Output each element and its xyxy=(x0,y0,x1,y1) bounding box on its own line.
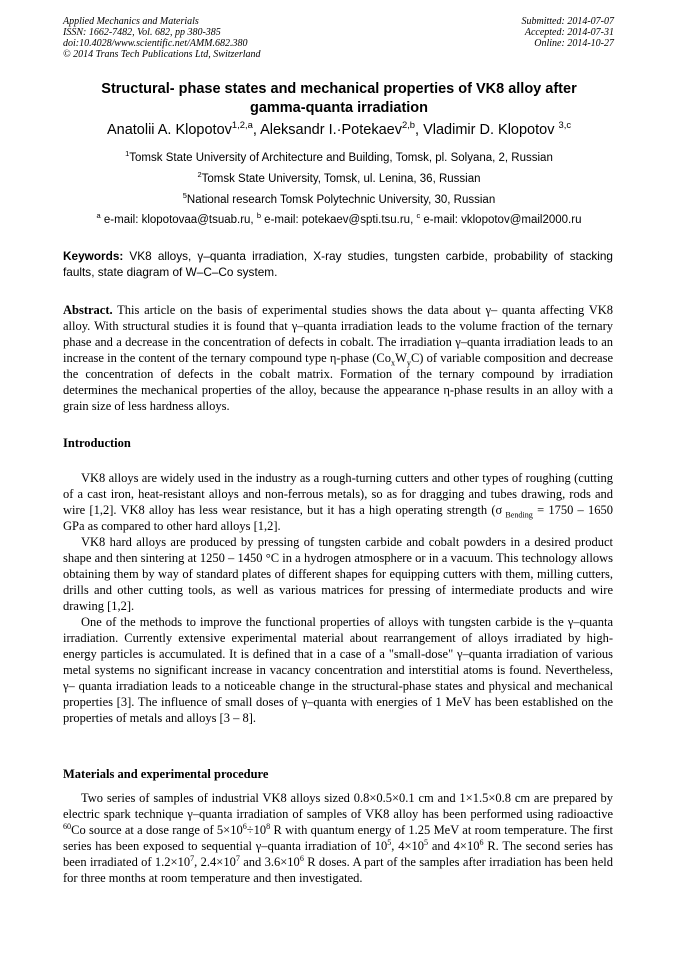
superscript: 6 xyxy=(299,853,304,863)
paragraph-text: R. The second series has been irradiated of 1.2×10 xyxy=(63,839,613,869)
submission-dates xyxy=(522,16,615,49)
section-heading-materials: Materials and experimental procedure xyxy=(63,767,269,781)
email-text: e-mail: vklopotov@mail2000.ru xyxy=(420,214,582,226)
paragraph-text: , 4×10 xyxy=(391,839,424,853)
superscript: 7 xyxy=(235,853,240,863)
affiliation-text: Tomsk State University, Tomsk, ul. Lenina, 36, Russian xyxy=(201,173,481,185)
keywords-text: VK8 alloys, γ–quanta irradiation, X-ray studies, tungsten carbide, probability of stacking faults, state diagram of W–C–Co system. xyxy=(63,249,613,279)
email-mark: a xyxy=(96,211,101,221)
author-separator: , xyxy=(415,122,424,138)
paper-title xyxy=(70,80,608,118)
abstract-text: W xyxy=(395,351,407,365)
journal-name: Applied Mechanics and Materials xyxy=(63,16,199,27)
journal-copyright: © 2014 Trans Tech Publications Ltd, Switzerland xyxy=(63,49,261,60)
affiliation-mark: 2 xyxy=(197,170,202,180)
paragraph-text: Co source at a dose range of 5×10 xyxy=(71,823,243,837)
materials-body xyxy=(63,790,613,886)
journal-doi: doi:10.4028/www.scientific.net/AMM.682.380 xyxy=(63,38,248,49)
affiliation xyxy=(40,151,638,165)
paragraph-text: R with quantum energy of 1.25 MeV at room temperature. The first series has been exposed to sequential γ–quanta irradiation of 10 xyxy=(63,823,613,853)
journal-issn: ISSN: 1662-7482, Vol. 682, pp 380-385 xyxy=(63,27,221,38)
paragraph-text: Two series of samples of industrial VK8 alloys sized 0.8×0.5×0.1 cm and 1×1.5×0.8 cm are prepared by electric spark technique γ–quanta irradiation of samples of VK8 alloy has been performed using radioactive xyxy=(63,791,613,821)
superscript: 8 xyxy=(266,821,271,831)
subscript: y xyxy=(406,358,411,368)
section-heading-introduction: Introduction xyxy=(63,436,131,450)
author-list xyxy=(40,121,638,139)
journal-info xyxy=(63,16,261,60)
paragraph-text: R doses. A part of the samples after irradiation has been held for three months at room temperature and then investigated. xyxy=(63,855,614,885)
affiliation-mark: 5 xyxy=(182,191,187,201)
online-date: Online: 2014-10-27 xyxy=(534,38,614,49)
email-text: e-mail: klopotovaa@tsuab.ru, xyxy=(100,214,257,226)
superscript: 5 xyxy=(424,837,429,847)
email-mark: b xyxy=(256,211,261,221)
superscript: 6 xyxy=(479,837,484,847)
abstract-text: C) of variable composition and decrease the concentration of defects in the cobalt matrix. Formation of the ternary compound by irradiation determines the mechanical properties of the alloy, because the appearance η-phase results in an alloy with a grain size of less hardness alloys. xyxy=(63,351,613,413)
paragraph: VK8 hard alloys are produced by pressing of tungsten carbide and cobalt powders in a desired product shape and then sintering at 1250 – 1450 °C in a hydrogen atmosphere or in a vacuum. This technology allows obtaining them by way of standard plates of different shapes for equipping cutters with them, milling cutters, drills and other cutting tools, as well as various matrices for pressing of intermediate products and wire drawing [1,2]. xyxy=(63,535,613,613)
abstract-text: This article on the basis of experimental studies shows the data about γ– quanta affecting VK8 alloy. With structural studies it is found that γ–quanta irradiation leads to the volume fraction of the ternary phase and a decrease in the concentration of defects in cobalt. The irradiation γ–quanta irradiation leads to an increase in the content of the ternary compound type η-phase (Co xyxy=(63,303,613,365)
submitted-date: Submitted: 2014-07-07 xyxy=(521,16,614,27)
paragraph-text: and 4×10 xyxy=(428,839,480,853)
introduction-body xyxy=(63,470,613,726)
author-separator: , xyxy=(252,122,261,138)
author-name: Aleksandr I.·Potekaev xyxy=(260,122,402,138)
author-affiliation-mark: 1,2,a xyxy=(231,119,253,131)
email-text: e-mail: potekaev@spti.tsu.ru, xyxy=(260,214,417,226)
author-affiliation-mark: 2,b xyxy=(401,119,416,131)
paragraph xyxy=(63,470,613,534)
accepted-date: Accepted: 2014-07-31 xyxy=(524,27,614,38)
superscript: 7 xyxy=(190,853,195,863)
affiliation xyxy=(40,193,638,207)
paragraph: One of the methods to improve the functional properties of alloys with tungsten carbide is the γ–quanta irradiation. Currently extensive experimental material about rearrangement of alloys irradiated by high-energy particles is accumulated. It is defined that in a case of a "small-dose" γ–quanta irradiation of various metal systems no significant increase in vacancy concentration and interstitial atoms is found. Nevertheless, γ– quanta irradiation leads to a noticeable change in the structural-phase states and physical and mechanical properties [3]. The influence of small doses of γ–quanta with energies of 1 MeV has been established on the properties of metals and alloys [3 – 8]. xyxy=(63,615,613,725)
paragraph-text: , 2.4×10 xyxy=(194,855,236,869)
paragraph xyxy=(63,790,613,886)
author-emails xyxy=(40,213,638,227)
author-name: Vladimir D. Klopotov xyxy=(423,122,559,138)
subscript: Bending xyxy=(502,510,533,520)
abstract xyxy=(63,302,613,414)
paragraph-text: and 3.6×10 xyxy=(239,855,300,869)
paragraph-text: ÷10 xyxy=(246,823,267,837)
title-line-2: gamma-quanta irradiation xyxy=(249,100,429,116)
abstract-label: Abstract. xyxy=(63,303,113,317)
author-affiliation-mark: 3,c xyxy=(558,119,572,131)
affiliation-text: National research Tomsk Polytechnic University, 30, Russian xyxy=(186,194,496,206)
subscript: x xyxy=(391,358,396,368)
paragraph-text: VK8 alloys are widely used in the industry as a rough-turning cutters and other types of roughing (cutting of a cast iron, heat-resistant alloys and non-ferrous metals), so as for dragging and tubes drawing, rods and wire [1,2]. VK8 alloy has less wear resistance, but it has a high operating strength (σ xyxy=(63,471,613,517)
keywords-label: Keywords: xyxy=(63,249,124,263)
email-mark: c xyxy=(416,211,421,221)
affiliation-text: Tomsk State University of Architecture and Building, Tomsk, pl. Solyana, 2, Russian xyxy=(129,152,553,164)
keywords xyxy=(63,248,613,280)
affiliation-mark: 1 xyxy=(125,149,130,159)
author-name: Anatolii A. Klopotov xyxy=(106,122,232,138)
title-line-1: Structural- phase states and mechanical properties of VK8 alloy after xyxy=(101,81,577,97)
superscript: 5 xyxy=(387,837,392,847)
superscript: 60 xyxy=(63,821,72,831)
paragraph-text: = 1750 – 1650 GPa as compared to other hard alloys [1,2]. xyxy=(63,503,613,533)
affiliation xyxy=(40,172,638,186)
superscript: 6 xyxy=(242,821,247,831)
